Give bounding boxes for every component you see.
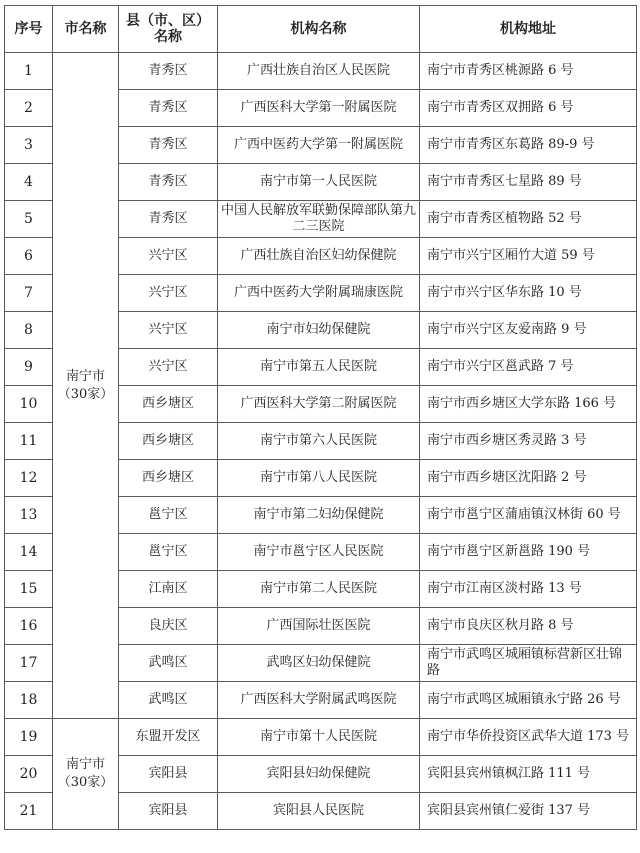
org-name-cell: 南宁市第八人民医院 bbox=[218, 460, 420, 497]
row-number: 4 bbox=[5, 164, 53, 201]
org-name-cell: 广西中医药大学第一附属医院 bbox=[218, 127, 420, 164]
org-name-cell: 武鸣区妇幼保健院 bbox=[218, 645, 420, 682]
row-number: 13 bbox=[5, 497, 53, 534]
row-number: 3 bbox=[5, 127, 53, 164]
org-name-cell: 南宁市妇幼保健院 bbox=[218, 312, 420, 349]
county-cell: 青秀区 bbox=[119, 90, 218, 127]
county-cell: 青秀区 bbox=[119, 201, 218, 238]
county-cell: 青秀区 bbox=[119, 127, 218, 164]
county-cell: 兴宁区 bbox=[119, 349, 218, 386]
county-cell: 武鸣区 bbox=[119, 682, 218, 719]
row-number: 11 bbox=[5, 423, 53, 460]
org-name-cell: 宾阳县人民医院 bbox=[218, 793, 420, 830]
address-cell: 宾阳县宾州镇枫江路 111 号 bbox=[420, 756, 637, 793]
row-number: 17 bbox=[5, 645, 53, 682]
row-number: 7 bbox=[5, 275, 53, 312]
address-cell: 南宁市兴宁区厢竹大道 59 号 bbox=[420, 238, 637, 275]
row-number: 1 bbox=[5, 53, 53, 90]
county-cell: 兴宁区 bbox=[119, 275, 218, 312]
county-cell: 兴宁区 bbox=[119, 312, 218, 349]
org-name-cell: 广西国际壮医医院 bbox=[218, 608, 420, 645]
county-cell: 武鸣区 bbox=[119, 645, 218, 682]
row-number: 2 bbox=[5, 90, 53, 127]
address-cell: 南宁市青秀区东葛路 89-9 号 bbox=[420, 127, 637, 164]
address-cell: 南宁市青秀区双拥路 6 号 bbox=[420, 90, 637, 127]
county-cell: 兴宁区 bbox=[119, 238, 218, 275]
county-cell: 东盟开发区 bbox=[119, 719, 218, 756]
header-org: 机构名称 bbox=[218, 6, 420, 53]
row-number: 9 bbox=[5, 349, 53, 386]
address-cell: 南宁市武鸣区城厢镇标营新区壮锦路 bbox=[420, 645, 637, 682]
org-name-cell: 南宁市第六人民医院 bbox=[218, 423, 420, 460]
address-cell: 南宁市武鸣区城厢镇永宁路 26 号 bbox=[420, 682, 637, 719]
org-name-cell: 南宁市第二人民医院 bbox=[218, 571, 420, 608]
row-number: 14 bbox=[5, 534, 53, 571]
org-name-cell: 广西医科大学附属武鸣医院 bbox=[218, 682, 420, 719]
address-cell: 南宁市青秀区植物路 52 号 bbox=[420, 201, 637, 238]
org-name-cell: 宾阳县妇幼保健院 bbox=[218, 756, 420, 793]
address-cell: 南宁市良庆区秋月路 8 号 bbox=[420, 608, 637, 645]
table-body bbox=[5, 53, 637, 830]
row-number: 8 bbox=[5, 312, 53, 349]
org-name-cell: 广西壮族自治区人民医院 bbox=[218, 53, 420, 90]
org-name-cell: 广西医科大学第二附属医院 bbox=[218, 386, 420, 423]
header-county: 县（市、区）名称 bbox=[119, 6, 218, 53]
county-cell: 青秀区 bbox=[119, 164, 218, 201]
document-sheet bbox=[4, 5, 637, 830]
header-addr: 机构地址 bbox=[420, 6, 637, 53]
header-no: 序号 bbox=[5, 6, 53, 53]
table-header bbox=[5, 6, 637, 53]
city-cell: 南宁市（30家） bbox=[53, 53, 119, 719]
county-cell: 青秀区 bbox=[119, 53, 218, 90]
row-number: 19 bbox=[5, 719, 53, 756]
county-cell: 江南区 bbox=[119, 571, 218, 608]
address-cell: 宾阳县宾州镇仁爱街 137 号 bbox=[420, 793, 637, 830]
address-cell: 南宁市西乡塘区沈阳路 2 号 bbox=[420, 460, 637, 497]
row-number: 18 bbox=[5, 682, 53, 719]
address-cell: 南宁市西乡塘区大学东路 166 号 bbox=[420, 386, 637, 423]
org-name-cell: 南宁市邕宁区人民医院 bbox=[218, 534, 420, 571]
org-name-cell: 广西中医药大学附属瑞康医院 bbox=[218, 275, 420, 312]
org-name-cell: 南宁市第一人民医院 bbox=[218, 164, 420, 201]
county-cell: 邕宁区 bbox=[119, 534, 218, 571]
address-cell: 南宁市江南区淡村路 13 号 bbox=[420, 571, 637, 608]
address-cell: 南宁市兴宁区友爱南路 9 号 bbox=[420, 312, 637, 349]
county-cell: 宾阳县 bbox=[119, 793, 218, 830]
header-city: 市名称 bbox=[53, 6, 119, 53]
city-cell: 南宁市（30家） bbox=[53, 719, 119, 830]
row-number: 12 bbox=[5, 460, 53, 497]
address-cell: 南宁市兴宁区华东路 10 号 bbox=[420, 275, 637, 312]
header-row bbox=[5, 6, 637, 53]
address-cell: 南宁市西乡塘区秀灵路 3 号 bbox=[420, 423, 637, 460]
hospital-table bbox=[4, 5, 637, 830]
county-cell: 邕宁区 bbox=[119, 497, 218, 534]
address-cell: 南宁市邕宁区新邕路 190 号 bbox=[420, 534, 637, 571]
row-number: 6 bbox=[5, 238, 53, 275]
org-name-cell: 南宁市第十人民医院 bbox=[218, 719, 420, 756]
row-number: 10 bbox=[5, 386, 53, 423]
county-cell: 西乡塘区 bbox=[119, 423, 218, 460]
org-name-cell: 南宁市第五人民医院 bbox=[218, 349, 420, 386]
address-cell: 南宁市青秀区桃源路 6 号 bbox=[420, 53, 637, 90]
county-cell: 良庆区 bbox=[119, 608, 218, 645]
address-cell: 南宁市青秀区七星路 89 号 bbox=[420, 164, 637, 201]
org-name-cell: 中国人民解放军联勤保障部队第九二三医院 bbox=[218, 201, 420, 238]
row-number: 16 bbox=[5, 608, 53, 645]
table-row bbox=[5, 53, 637, 90]
org-name-cell: 广西壮族自治区妇幼保健院 bbox=[218, 238, 420, 275]
org-name-cell: 南宁市第二妇幼保健院 bbox=[218, 497, 420, 534]
row-number: 20 bbox=[5, 756, 53, 793]
county-cell: 宾阳县 bbox=[119, 756, 218, 793]
county-cell: 西乡塘区 bbox=[119, 386, 218, 423]
address-cell: 南宁市邕宁区蒲庙镇汉林街 60 号 bbox=[420, 497, 637, 534]
address-cell: 南宁市华侨投资区武华大道 173 号 bbox=[420, 719, 637, 756]
row-number: 21 bbox=[5, 793, 53, 830]
table-row bbox=[5, 719, 637, 756]
address-cell: 南宁市兴宁区邕武路 7 号 bbox=[420, 349, 637, 386]
county-cell: 西乡塘区 bbox=[119, 460, 218, 497]
row-number: 15 bbox=[5, 571, 53, 608]
row-number: 5 bbox=[5, 201, 53, 238]
org-name-cell: 广西医科大学第一附属医院 bbox=[218, 90, 420, 127]
